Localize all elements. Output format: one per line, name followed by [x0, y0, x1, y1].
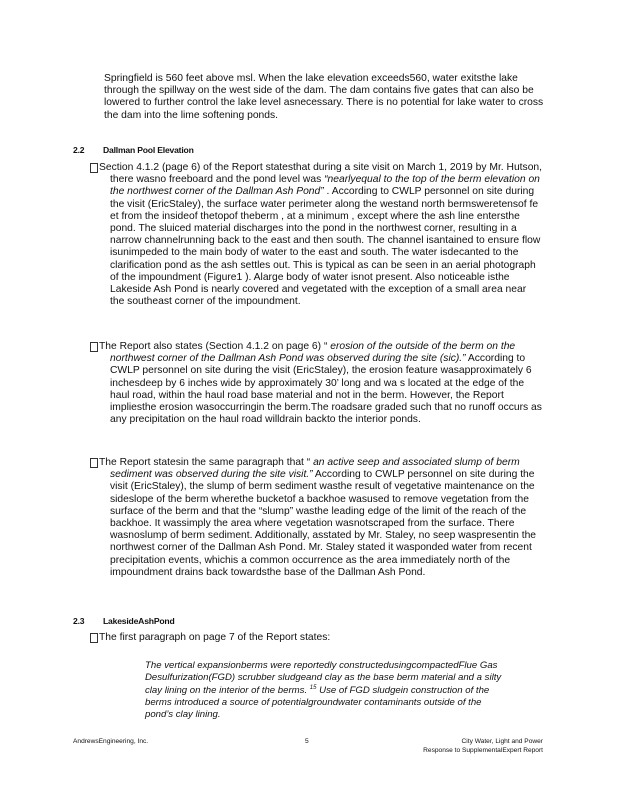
section-title: Dallman Pool Elevation — [103, 145, 194, 155]
section-number: 2.3 — [73, 616, 85, 626]
footer-company: AndrewsEngineering, Inc. — [73, 738, 149, 745]
quoted-text: an active seep and associated slump of berm sediment was observed during the site visit.” — [110, 457, 520, 481]
bullet-item — [90, 457, 543, 579]
bullet-box-icon — [90, 162, 98, 172]
bullet-box-icon — [90, 457, 98, 467]
section-title: LakesideAshPond — [103, 616, 175, 626]
bullet-item — [90, 632, 543, 644]
block-quote: The vertical expansionberms were reportedly constructedusingcompactedFlue Gas Desulfurization(FGD) scrubber sludgeand clay as the base berm material and a silty clay lining on the interior of the berms. $^{15}$ Use of FGD sludgein construction of the berms introduced a source of potentialgroundwater contaminants outside of the pond’s clay lining. — [145, 660, 502, 720]
footer-page-number: 5 — [305, 738, 309, 745]
section-number: 2.2 — [73, 145, 85, 155]
quoted-text: “nearlyequal to the top of the berm elevation on the northwest corner of the Dallman Ash Pond” — [110, 174, 540, 198]
quoted-text: erosion of the outside of the berm on the northwest corner of the Dallman Ash Pond was observed during the site (sic).” — [110, 341, 516, 365]
bullet-item — [90, 162, 543, 308]
bullet-text: Section 4.1.2 (page 6) of the Report statesthat during a site visit on March 1, 2019 by Mr. Hutson, there wasno freeboard and the pond level was “nearlyequal to the top of the berm elevation on the northwest corner of the Dallman Ash Pond” . According to CWLP personnel on site during the visit (EricStaley), the surface water perimeter along the westand north bermsweretensof fe et from the insideof thetopof theberm , at a minimum , except where the ash line entersthe pond. The sluiced material discharges into the pond in the northwest corner, resulting in a narrow channelrunning back to the east and then south. The channel isantained to ensure flow isunimpeded to the main body of water to the east and south. The water isdecanted to the clarification pond as the ash settles out. This is typical as can be seen in an aerial photograph of the impoundment (Figure1 ). Alarge body of water isnot present. Also noticeable isthe Lakeside Ash Pond is nearly covered and vegetated with the exception of a small area near the southeast corner of the impoundment. — [99, 162, 543, 308]
intro-paragraph: Springfield is 560 feet above msl. When the lake elevation exceeds560, water exitsthe lake through the spillway on the west side of the dam. The dam contains five gates that can also be lowered to further control the lake level asnecessary. There is no potential for lake water to cross the dam into the lime softening ponds. — [104, 73, 544, 121]
bullet-box-icon — [90, 632, 98, 642]
bullet-text: The first paragraph on page 7 of the Report states: — [99, 632, 331, 643]
bullet-box-icon — [90, 341, 98, 351]
bullet-item — [90, 341, 543, 426]
bullet-text: The Report also states (Section 4.1.2 on page 6) “ erosion of the outside of the berm on the northwest corner of the Dallman Ash Pond was observed during the site (sic).” According to CWLP personnel on site during the visit (EricStaley), the erosion feature wasapproximately 6 inchesdeep by 6 inches wide by approximately 30’ long and wa s located at the edge of the haul road, within the haul road base material and not in the berm. However, the Report impliesthe erosion wasoccurringin the berm.The roadsare graded such that no runoff occurs as any precipitation on the haul road willdrain backto the interior ponds. — [99, 341, 542, 426]
footnote-marker: 15 — [309, 685, 317, 692]
bullet-text: The Report statesin the same paragraph that “ an active seep and associated slump of berm sediment was observed during the site visit.” According to CWLP personnel on site during the visit (EricStaley), the slump of berm sediment wasthe result of vegetative maintenance on the sideslope of the berm wherethe bucketof a backhoe wasused to remove vegetation from the surface of the berm and that the “slump” wasthe leading edge of the limit of the reach of the backhoe. It wassimply the area where vegetation wasnotscraped from the surface. There wasnoslump of berm sediment. Additionally, asstated by Mr. Staley, no seep waspresentin the northwest corner of the Dallman Ash Pond. Mr. Staley stated it wasponded water from recent precipitation events, whichis a common occurrence as the area immediately north of the impoundment drains back towardsthe base of the Dallman Ash Pond. — [99, 457, 537, 578]
footer-document-title: City Water, Light and Power Response to SupplementalExpert Report — [423, 738, 543, 754]
